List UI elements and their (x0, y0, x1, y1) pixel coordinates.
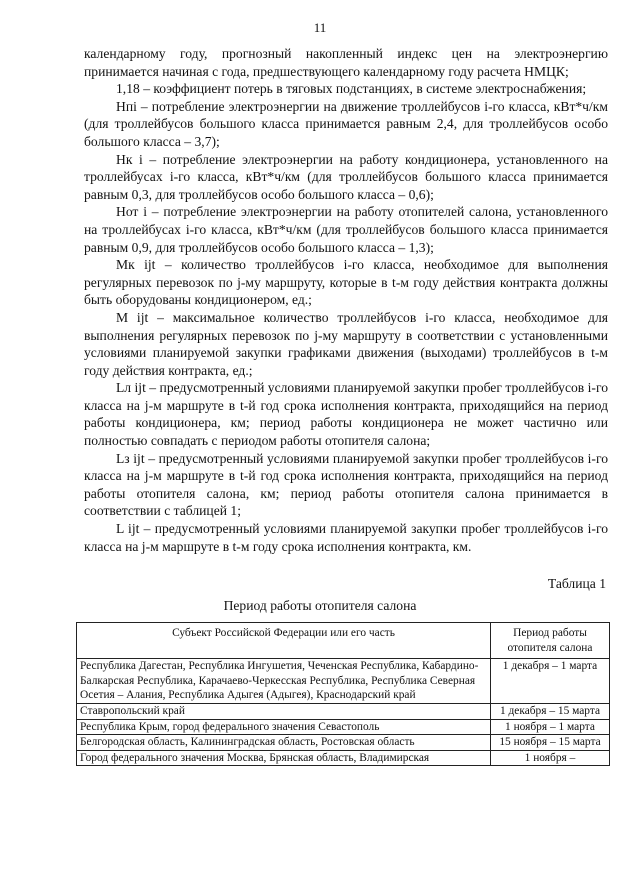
paragraph-ll-definition: Lл ijt – предусмотренный условиями планируемой закупки пробег троллейбусов i-го класса на j-м маршруте в t-й год срока исполнения контракта, приходящийся на период работы кондиционера, км; период работы кондиционера не может частично или полностью совпадать с периодом работы отопителя салона; (84, 380, 608, 449)
header-region: Субъект Российской Федерации или его часть (77, 623, 491, 659)
region-cell: Республика Дагестан, Республика Ингушетия, Чеченская Республика, Кабардино-Балкарская Республика, Карачаево-Черкесская Республика, Республика Северная Осетия – Алания, Республика Адыгея (Адыгея), Краснодарский край (77, 659, 491, 704)
table-caption: Таблица 1 (547, 576, 606, 591)
region-cell: Республика Крым, город федерального значения Севастополь (77, 719, 491, 735)
table-row (77, 735, 610, 751)
heating-period-table (76, 622, 610, 766)
paragraph-mk-definition: Mк ijt – количество троллейбусов i-го класса, необходимое для выполнения регулярных перевозок по j-му маршруту, которые в t-м году действия контракта должны быть оборудованы кондиционером, ед.; (84, 257, 608, 308)
header-period: Период работы отопителя салона (491, 623, 610, 659)
paragraph-hpi-definition: Hпi – потребление электроэнергии на движение троллейбусов i-го класса, кВт*ч/км (для троллейбусов большого класса принимается равным 2,4, для троллейбусов особо большого класса – 3,7); (84, 98, 608, 149)
paragraph-hoti-definition: Hот i – потребление электроэнергии на работу отопителей салона, установленного на троллейбусах i-го класса, кВт*ч/км (для троллейбусов большого класса принимается равным 0,9, для троллейбусов особо большого класса – 1,3); (84, 204, 608, 255)
period-cell: 1 ноября – 1 марта (491, 719, 610, 735)
paragraph-l-definition: L ijt – предусмотренный условиями планируемой закупки пробег троллейбусов i-го класса на j-м маршруте в t-м году срока исполнения контракта, км. (84, 521, 608, 554)
region-cell: Белгородская область, Калининградская область, Ростовская область (77, 735, 491, 751)
region-cell: Ставропольский край (77, 703, 491, 719)
period-cell: 1 декабря – 1 марта (491, 659, 610, 704)
table-row (77, 703, 610, 719)
page-number: 11 (313, 20, 327, 35)
paragraph-loss-coefficient: 1,18 – коэффициент потерь в тяговых подстанциях, в системе электроснабжения; (116, 81, 587, 97)
table-header-row (77, 623, 610, 659)
paragraph-m-definition: M ijt – максимальное количество троллейбусов i-го класса, необходимое для выполнения регулярных перевозок по j-му маршруту в соответствии с установленными условиями планируемой закупки графиками движения (выходами) троллейбусов в t-м году действия контракта, ед.; (84, 309, 608, 378)
table-row (77, 659, 610, 704)
period-cell: 1 декабря – 15 марта (491, 703, 610, 719)
table-title: Период работы отопителя салона (223, 598, 417, 613)
paragraph-hki-definition: Hк i – потребление электроэнергии на работу кондиционера, установленного на троллейбусах i-го класса, кВт*ч/км (для троллейбусов большого класса принимается равным 0,3, для троллейбусов особо большого класса – 0,6); (84, 151, 608, 202)
table-row (77, 750, 610, 766)
period-cell: 15 ноября – 15 марта (491, 735, 610, 751)
region-cell: Город федерального значения Москва, Брянская область, Владимирская (77, 750, 491, 766)
table-row (77, 719, 610, 735)
paragraph-lz-definition: Lз ijt – предусмотренный условиями планируемой закупки пробег троллейбусов i-го класса на j-м маршруте в t-й год срока исполнения контракта, приходящийся на период работы отопителя салона, км; период работы отопителя салона принимается в соответствии с таблицей 1; (84, 450, 608, 519)
period-cell: 1 ноября – (491, 750, 610, 766)
document-body (84, 45, 608, 555)
paragraph-continuation: календарному году, прогнозный накопленный индекс цен на электроэнергию принимается начиная с года, предшествующего календарному году расчета НМЦК; (84, 46, 608, 79)
